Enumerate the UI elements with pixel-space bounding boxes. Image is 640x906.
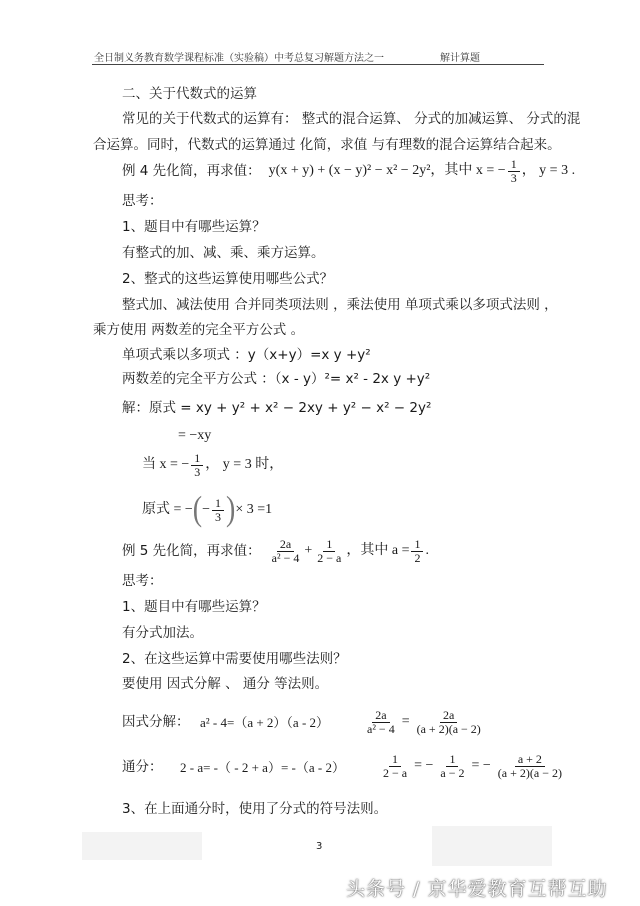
solution-substitution: 当 x = − $\frac{1}{3}$ ， y = 3 时， — [142, 450, 284, 479]
watermark: 头条号 / 京华爱教育互帮互助 — [346, 878, 608, 900]
example-5-fraction-2: $\frac{1}{2 - a}$ — [317, 536, 342, 565]
solution-line-2: = −xy — [178, 428, 212, 443]
example-4-condition-suffix: ， y = 3 . — [521, 163, 576, 178]
example-4-label: 例 4 先化简，再求值： — [122, 163, 261, 179]
common-denominator-label: 通分： — [122, 759, 163, 775]
answer-3: 有分式加法。 — [122, 625, 203, 641]
example-4-expression: y(x + y) + (x − y)² − x² − 2y² — [268, 163, 431, 178]
common-denominator-expression: 2 - a= -（ - 2 + a）= -（a - 2） — [180, 760, 345, 775]
left-parenthesis: ( — [192, 490, 203, 529]
header-left: 全日制义务教育数学课程标准（实验稿）中考总复习解题方法之一 — [94, 53, 384, 64]
example-5-fraction-1: $\frac{2a}{\text{a² − 4}}$ — [271, 536, 300, 565]
think-heading-1: 思考： — [122, 193, 163, 209]
solution-result-fraction: $\frac{1}{3}$ — [212, 497, 224, 524]
question-4: 2、在这些运算中需要使用哪些法则？ — [122, 651, 347, 667]
question-2: 2、整式的这些运算使用哪些公式？ — [122, 271, 334, 287]
think-heading-2: 思考： — [122, 573, 163, 589]
example-4-condition-prefix: ，其中 x = − — [430, 163, 506, 178]
example-5-a-value: $\frac{1}{2}$ — [411, 538, 423, 565]
answer-2-line-2: 乘方使用 两数差的完全平方公式 。 — [93, 322, 305, 338]
solution-line-1: 解：原式 = xy + y² + x² − 2xy + y² − x² − 2y² — [122, 400, 432, 416]
intro-line-2: 合运算。同时，代数式的运算通过 化简，求值 与有理数的混合运算结合起来。 — [93, 137, 561, 153]
answer-1: 有整式的加、减、乘、乘方运算。 — [122, 245, 325, 261]
right-parenthesis: ) — [226, 490, 236, 529]
question-5: 3、在上面通分时，使用了分式的符号法则。 — [122, 801, 388, 817]
header-right: 解计算题 — [440, 53, 480, 64]
common-denominator-fraction-equation: $\frac{1}{2 - a}$ = − $\frac{1}{a - 2}$ = − $\frac{a + 2}{(a + 2)(a - 2)}$ — [383, 751, 562, 780]
solution-result: 原式 = − ( − $\frac{1}{3}$ ) × 3 =1 — [142, 490, 273, 529]
factorization-expression: a² - 4=（a + 2）（a - 2） — [200, 715, 330, 730]
formula-square-of-difference: 两数差的完全平方公式 ：（x - y）²= x² - 2x y +y² — [122, 371, 431, 387]
factorization-fraction-equation: $\frac{2a}{\text{a² − 4}}$ = $\frac{2a}{(a + 2)(a - 2)}$ — [367, 707, 481, 736]
question-3: 1、题目中有哪些运算？ — [122, 599, 266, 615]
intro-line-1: 常见的关于代数式的运算有： 整式的混合运算、 分式的加减运算、 分式的混 — [122, 111, 581, 127]
formula-monomial-times-polynomial: 单项式乘以多项式 ：y（x+y）=x y +y² — [122, 347, 371, 363]
section-title: 二、关于代数式的运算 — [122, 86, 257, 102]
example-4-x-value: $\frac{1}{3}$ — [508, 158, 520, 185]
factorization-label: 因式分解： — [122, 714, 190, 730]
page-number: 3 — [316, 841, 323, 852]
answer-4: 要使用 因式分解 、 通分 等法则。 — [122, 676, 329, 692]
example-5-label: 例 5 先化简，再求值： — [122, 543, 261, 559]
answer-2-line-1: 整式加、减法使用 合并同类项法则 ，乘法使用 单项式乘以多项式法则 ， — [122, 297, 558, 313]
footer-shade-right — [432, 826, 552, 866]
header-rule — [92, 64, 544, 65]
solution-x-value: $\frac{1}{3}$ — [191, 452, 203, 479]
example-5: 例 5 先化简，再求值： $\frac{2a}{\text{a² − 4}}$ + $\frac{1}{2 - a}$ ，其中 a = $\frac{1}{2}$ . — [122, 536, 429, 565]
example-4 — [122, 156, 575, 186]
footer-shade-left — [82, 832, 202, 860]
question-1: 1、题目中有哪些运算？ — [122, 219, 266, 235]
